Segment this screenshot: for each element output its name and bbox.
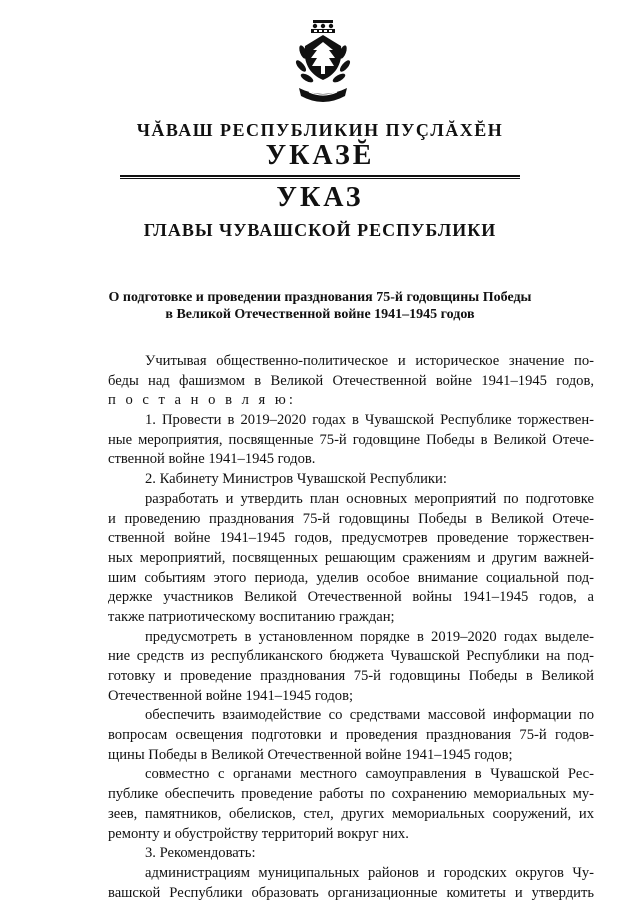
body-line: разработать и утвердить план основных мероприятий по подготовке [145,490,594,507]
head-subtitle: ГЛАВЫ ЧУВАШСКОЙ РЕСПУБЛИКИ [143,220,497,240]
document-title-line: О подготовке и проведении празднования 75-й годовщины Победы [108,290,532,305]
body-line: ние средств из республиканского бюджета Чувашской Республики на под- [108,648,594,665]
body-line: Учитывая общественно-политическое и историческое значение по- [145,353,594,369]
header-divider [120,175,520,177]
body-line: щины Победы в Великой Отечественной войне 1941–1945 годов; [108,746,513,763]
body-line: беды над фашизмом в Великой Отечественной войне 1941–1945 годов, [108,372,594,389]
body-line: готовку и проведение празднования 75-й годовщины Победы в Великой [108,668,594,684]
body-line: ные мероприятия, посвященные 75-й годовщине Победы в Великой Отече- [108,431,594,448]
body-line: вашской Республики образовать организационные комитеты и утвердить [108,884,594,901]
body-line: шим событиям этого периода, уделив особое внимание социальной под- [108,569,594,586]
ukaz-heading: УКАЗ [276,182,364,213]
header-divider-thin [120,178,520,179]
chuvash-emblem-icon [289,18,357,110]
body-line: обеспечить взаимодействие со средствами массовой информации по [145,707,594,724]
body-line: совместно с органами местного самоуправления в Чувашской Рес- [145,766,594,783]
body-line: ных мероприятий, посвященных решающим сражениям и другим важней- [108,549,594,566]
body-line: и проведению празднования 75-й годовщины Победы в Великой Отече- [108,510,594,527]
body-line: ремонту и обустройству территорий вокруг них. [108,825,409,842]
body-line: предусмотреть в установленном порядке в 2019–2020 годах выделе- [145,628,594,645]
body-line: п о с т а н о в л я ю: [108,392,296,409]
body-line: ственной войне 1941–1945 годов. [108,451,316,468]
ukaze-heading: УКАЗĔ [265,140,375,171]
body-line: 3. Рекомендовать: [145,845,256,862]
body-line: 1. Провести в 2019–2020 годах в Чувашской Республике торжествен- [145,412,594,429]
body-line: 2. Кабинету Министров Чувашской Республики: [145,471,447,488]
body-line: Отечественной войне 1941–1945 годов; [108,687,354,704]
body-line: вопросам освещения подготовки и проведения празднования 75-й годов- [108,727,594,744]
body-line: публике обеспечить проведение работы по сохранению мемориальных му- [108,786,594,803]
document-body [108,352,594,903]
chuvash-header-title: ЧĂВАШ РЕСПУБЛИКИН ПУÇЛĂХĔН [136,120,504,140]
document-title [100,289,540,323]
body-line: зеев, памятников, обелисков, стел, других мемориальных сооружений, их [108,805,594,822]
body-line: ственной войне 1941–1945 годов, предусмотрев проведение торжествен- [108,530,594,547]
body-line: держке участников Великой Отечественной войны 1941–1945 годов, а [108,589,594,606]
document-title-line: в Великой Отечественной войне 1941–1945 годов [165,307,475,322]
body-line: также патриотическому воспитанию граждан; [108,608,395,625]
body-line: администрациям муниципальных районов и городских округов Чу- [145,864,594,881]
